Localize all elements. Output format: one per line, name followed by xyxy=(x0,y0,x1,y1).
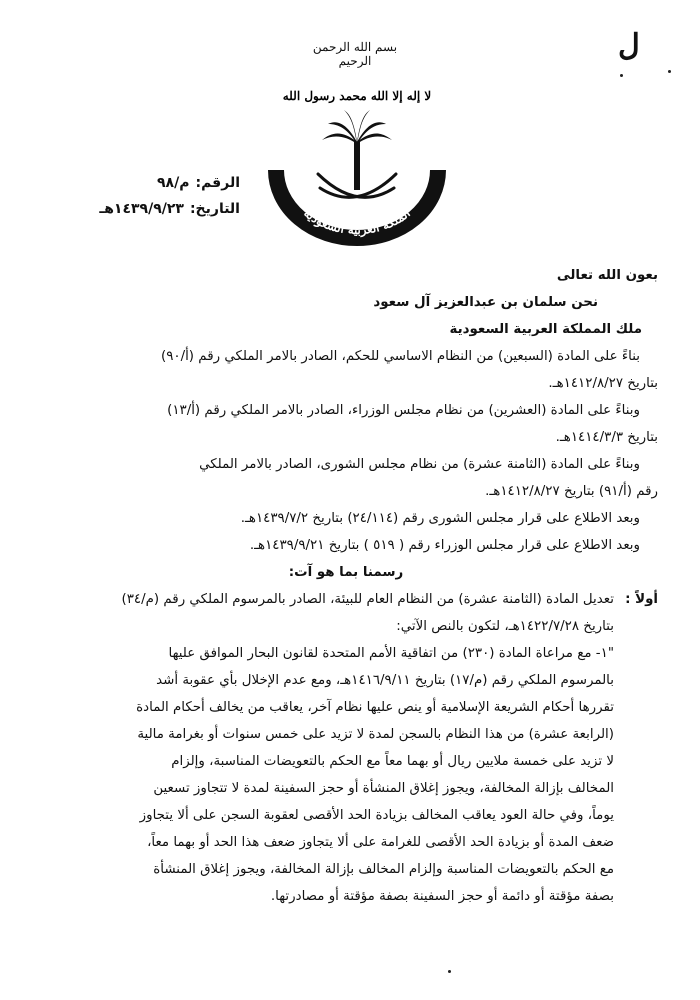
quoted-text-line: المخالف بإزالة المخالفة، ويجوز إغلاق المنشأة أو حجز السفينة لمدة لا تتجاوز تسعين xyxy=(153,781,614,796)
emblem-shahada: لا إله إلا الله محمد رسول الله xyxy=(282,89,432,103)
quoted-text-line: "١- مع مراعاة المادة (٢٣٠) من اتفاقية الأمم المتحدة لقانون البحار الموافق عليها xyxy=(168,646,614,661)
ref-number-value: م/٩٨ xyxy=(157,175,190,191)
saudi-emblem-icon xyxy=(262,70,452,250)
quoted-text-line: بالمرسوم الملكي رقم (م/١٧) بتاريخ ١٤١٦/٩/١١هـ، ومع عدم الإخلال بأي عقوبة أشد xyxy=(156,673,614,688)
quoted-text-line: بصفة مؤقتة أو دائمة أو حجز السفينة بصفة مؤقتة أو مصادرتها. xyxy=(270,889,614,904)
article-first-line-2: بتاريخ ١٤٢٢/٧/٢٨هـ، لتكون بالنص الآتي: xyxy=(396,619,614,634)
ref-number-line xyxy=(40,170,240,196)
paragraph-1-line-2: بتاريخ ١٤١٢/٨/٢٧هـ. xyxy=(548,376,658,391)
paragraph-5: وبعد الاطلاع على قرار مجلس الوزراء رقم ( ٥١٩ ) بتاريخ ١٤٣٩/٩/٢١هـ. xyxy=(249,538,640,553)
corner-mark: ل xyxy=(618,28,640,63)
quoted-text-line: مع الحكم بالتعويضات المناسبة وإلزام المخالف بإزالة المخالفة، ويجوز إغلاق المنشأة xyxy=(153,862,614,877)
king-name: نحن سلمان بن عبدالعزيز آل سعود xyxy=(373,295,598,310)
paragraph-2-line-2: بتاريخ ١٤١٤/٣/٣هـ. xyxy=(555,430,658,445)
palm-tree-icon xyxy=(322,110,392,190)
ink-speck xyxy=(448,970,451,973)
quoted-text-line: لا تزيد على خمسة ملايين ريال أو بهما معاً مع الحكم بالتعويضات المناسبة، وإلزام xyxy=(171,754,614,769)
king-title: ملك المملكة العربية السعودية xyxy=(449,322,642,337)
article-first-line-1: تعديل المادة (الثامنة عشرة) من النظام العام للبيئة، الصادر بالمرسوم الملكي رقم (م/٣٤) xyxy=(121,592,614,607)
quoted-text-line: يوماً، وفي حالة العود يعاقب المخالف بزيادة الحد الأقصى لعقوبة السجن على ألا يتجاوز xyxy=(139,808,614,823)
ref-date-label: التاريخ: xyxy=(189,201,240,217)
paragraph-3-line-2: رقم (أ/٩١) بتاريخ ١٤١٢/٨/٢٧هـ. xyxy=(485,484,658,499)
ref-date-value: ١٤٣٩/٩/٢٣هـ xyxy=(99,201,184,217)
decree-phrase: رسمنا بما هو آت: xyxy=(288,565,404,580)
article-first-body xyxy=(34,586,614,910)
quoted-text-line: (الرابعة عشرة) من هذا النظام بالسجن لمدة لا تزيد على خمس سنوات أو بغرامة مالية xyxy=(137,727,614,742)
invocation: بعون الله تعالى xyxy=(556,268,658,283)
ink-speck xyxy=(668,70,671,73)
quoted-text-line: ضعف المدة أو بزيادة الحد الأقصى للغرامة على ألا يتجاوز ضعف هذا الحد أو بهما معاً، xyxy=(147,835,614,850)
decree-body xyxy=(34,262,658,910)
ref-date-line xyxy=(40,196,240,222)
paragraph-2-line-1: وبناءً على المادة (العشرين) من نظام مجلس الوزراء، الصادر بالامر الملكي رقم (أ/١٣) xyxy=(167,403,640,418)
paragraph-4: وبعد الاطلاع على قرار مجلس الشورى رقم (٢٤/١١٤) بتاريخ ١٤٣٩/٧/٢هـ. xyxy=(240,511,640,526)
article-first-label: أولاً : xyxy=(625,592,658,607)
ref-number-label: الرقم: xyxy=(195,175,240,191)
quoted-text-line: تقررها أحكام الشريعة الإسلامية أو ينص عليها نظام آخر، يعاقب من يخالف أحكام المادة xyxy=(136,700,614,715)
basmala: بسم الله الرحمن الرحيم xyxy=(312,40,398,68)
emblem-ring-text: الملكة العربية السعودية xyxy=(301,206,413,238)
article-first xyxy=(34,586,658,910)
ink-speck xyxy=(620,74,623,77)
paragraph-3-line-1: وبناءً على المادة (الثامنة عشرة) من نظام مجلس الشورى، الصادر بالامر الملكي xyxy=(199,457,640,472)
reference-block xyxy=(40,170,240,222)
paragraph-1-line-1: بناءً على المادة (السبعين) من النظام الاساسي للحكم، الصادر بالامر الملكي رقم (أ/٩٠) xyxy=(160,349,640,364)
